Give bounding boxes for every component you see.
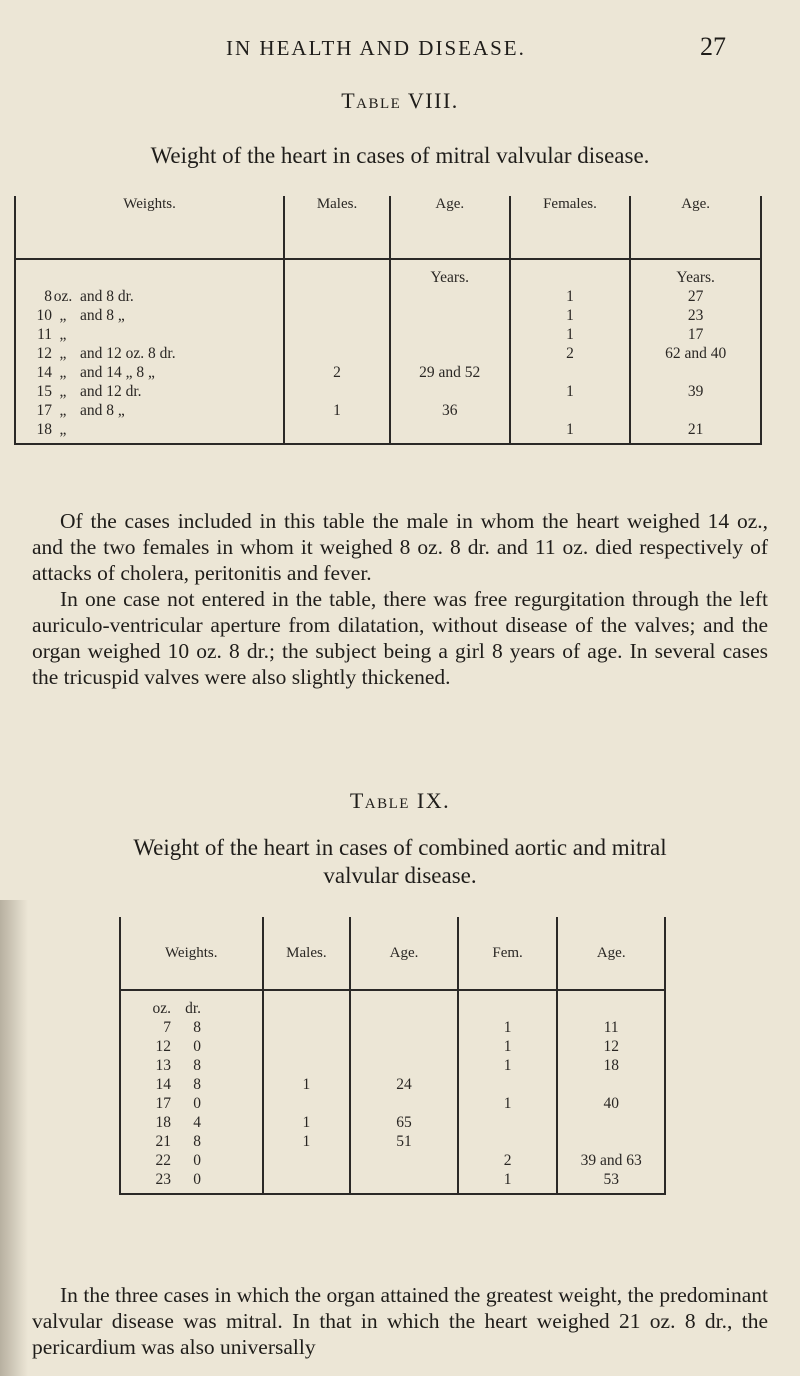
weight-cell xyxy=(15,382,284,401)
females-cell xyxy=(510,363,631,382)
page-number: 27 xyxy=(700,32,726,61)
weight-mark: „ xyxy=(59,307,67,324)
weight-mark: „ xyxy=(59,402,67,419)
table-row xyxy=(120,1037,665,1056)
table-row xyxy=(120,1113,665,1132)
page-gutter-shadow xyxy=(0,900,28,1376)
weight-oz: 23 xyxy=(155,1171,171,1188)
females-cell: 2 xyxy=(510,344,631,363)
male-age-unit: Years. xyxy=(390,259,510,287)
male-age-cell: 29 and 52 xyxy=(390,363,510,382)
weight-rest: and 8 dr. xyxy=(80,288,134,305)
paragraph: In one case not entered in the table, there was free regurgitation through the left auriculo-ventricular aperture from dilatation, without disease of the valves; and the organ weighed 10 oz. 8 dr.; the subject being a girl 8 years of age. In several cases the tricuspid valves were also slightly thickened. xyxy=(32,587,768,689)
fem-cell xyxy=(458,1075,558,1094)
weight-dr: 4 xyxy=(193,1114,201,1131)
table-row xyxy=(120,1018,665,1037)
males-cell xyxy=(284,382,390,401)
weight-cell xyxy=(15,325,284,344)
weight-oz: 11 xyxy=(37,326,52,343)
unit-dr: dr. xyxy=(185,1000,201,1017)
males-cell xyxy=(284,306,390,325)
male-age-cell xyxy=(350,1170,458,1194)
weight-cell xyxy=(15,420,284,444)
table-8-label: Table VIII. xyxy=(341,88,459,113)
table-9-header-row xyxy=(120,917,665,990)
weight-dr: 0 xyxy=(193,1095,201,1112)
weight-dr: 8 xyxy=(193,1076,201,1093)
header-fem-age: Age. xyxy=(557,917,665,990)
fem-cell: 1 xyxy=(458,1170,558,1194)
header-females: Females. xyxy=(510,196,631,259)
male-age-cell xyxy=(350,1056,458,1075)
females-cell: 1 xyxy=(510,306,631,325)
female-age-cell: 17 xyxy=(630,325,761,344)
weight-cell xyxy=(120,1037,263,1056)
male-age-cell: 51 xyxy=(350,1132,458,1151)
males-cell xyxy=(284,344,390,363)
table-row xyxy=(120,1151,665,1170)
weight-rest: and 12 dr. xyxy=(80,383,142,400)
weight-oz: 7 xyxy=(163,1019,171,1036)
running-head-title: IN HEALTH AND DISEASE. xyxy=(226,36,526,60)
weight-cell xyxy=(15,259,284,287)
weight-oz: 21 xyxy=(155,1133,171,1150)
fem-age-cell: 11 xyxy=(557,1018,665,1037)
weight-rest: and 14 „ 8 „ xyxy=(80,364,155,381)
fem-cell xyxy=(458,1132,558,1151)
header-male-age: Age. xyxy=(350,917,458,990)
weight-dr: 0 xyxy=(193,1152,201,1169)
weight-cell xyxy=(15,306,284,325)
weight-dr: 0 xyxy=(193,1038,201,1055)
males-cell xyxy=(284,325,390,344)
fem-age-cell xyxy=(557,1075,665,1094)
fem-cell: 1 xyxy=(458,1094,558,1113)
header-female-age: Age. xyxy=(630,196,761,259)
males-cell: 1 xyxy=(263,1113,351,1132)
weight-mark: „ xyxy=(59,383,67,400)
females-cell xyxy=(510,259,631,287)
weight-mark: oz. xyxy=(53,288,73,305)
empty-cell xyxy=(557,990,665,1018)
weight-oz: 22 xyxy=(155,1152,171,1169)
male-age-cell xyxy=(390,344,510,363)
males-cell xyxy=(263,1018,351,1037)
weight-oz: 10 xyxy=(36,307,52,324)
male-age-cell xyxy=(390,325,510,344)
males-cell xyxy=(284,420,390,444)
fem-age-cell: 39 and 63 xyxy=(557,1151,665,1170)
empty-cell xyxy=(458,990,558,1018)
weight-cell xyxy=(15,401,284,420)
weight-cell xyxy=(120,990,263,1018)
fem-cell: 1 xyxy=(458,1037,558,1056)
table-row xyxy=(15,287,761,306)
females-cell xyxy=(510,401,631,420)
male-age-cell xyxy=(350,1151,458,1170)
weight-oz: 12 xyxy=(155,1038,171,1055)
table-row xyxy=(120,1094,665,1113)
weight-oz: 18 xyxy=(36,421,52,438)
males-cell xyxy=(263,1094,351,1113)
weight-rest: and 8 „ xyxy=(80,402,125,419)
header-males: Males. xyxy=(284,196,390,259)
female-age-cell xyxy=(630,363,761,382)
table-row xyxy=(15,325,761,344)
female-age-cell: 21 xyxy=(630,420,761,444)
header-males: Males. xyxy=(263,917,351,990)
fem-age-cell: 40 xyxy=(557,1094,665,1113)
paragraph-block-1 xyxy=(32,508,768,690)
table-8 xyxy=(14,196,762,445)
fem-age-cell: 18 xyxy=(557,1056,665,1075)
table-9-label: Table IX. xyxy=(349,788,451,813)
females-cell: 1 xyxy=(510,420,631,444)
table-row xyxy=(15,306,761,325)
table-row xyxy=(15,420,761,444)
female-age-cell: 23 xyxy=(630,306,761,325)
weight-cell xyxy=(15,287,284,306)
weight-cell xyxy=(120,1113,263,1132)
paragraph: Of the cases included in this table the male in whom the heart weighed 14 oz., and the two females in whom it weighed 8 oz. 8 dr. and 11 oz. died respectively of attacks of cholera, peritonitis and fever. xyxy=(32,509,768,585)
weight-oz: 15 xyxy=(36,383,52,400)
fem-age-cell xyxy=(557,1132,665,1151)
male-age-cell xyxy=(390,382,510,401)
female-age-cell: 62 and 40 xyxy=(630,344,761,363)
header-weights: Weights. xyxy=(120,917,263,990)
table-row xyxy=(15,382,761,401)
table-row xyxy=(120,1170,665,1194)
weight-oz: 8 xyxy=(44,288,52,305)
weight-oz: 18 xyxy=(155,1114,171,1131)
male-age-cell xyxy=(390,306,510,325)
weight-oz: 14 xyxy=(36,364,52,381)
weight-oz: 14 xyxy=(155,1076,171,1093)
females-cell: 1 xyxy=(510,325,631,344)
male-age-cell: 24 xyxy=(350,1075,458,1094)
males-cell: 1 xyxy=(284,401,390,420)
weight-dr: 8 xyxy=(193,1019,201,1036)
weight-cell xyxy=(120,1018,263,1037)
female-age-cell: 27 xyxy=(630,287,761,306)
male-age-cell xyxy=(350,1018,458,1037)
table-9-caption-line-2: valvular disease. xyxy=(323,863,477,888)
empty-cell xyxy=(263,990,351,1018)
table-row xyxy=(120,1132,665,1151)
weight-cell xyxy=(120,1056,263,1075)
female-age-cell: 39 xyxy=(630,382,761,401)
male-age-cell xyxy=(350,1094,458,1113)
weight-oz: 13 xyxy=(155,1057,171,1074)
male-age-cell: 65 xyxy=(350,1113,458,1132)
weight-mark: „ xyxy=(59,326,67,343)
male-age-cell xyxy=(390,287,510,306)
males-cell xyxy=(284,259,390,287)
table-row xyxy=(15,363,761,382)
males-cell: 2 xyxy=(284,363,390,382)
males-cell xyxy=(263,1056,351,1075)
fem-cell xyxy=(458,1113,558,1132)
header-male-age: Age. xyxy=(390,196,510,259)
weight-rest: and 12 oz. 8 dr. xyxy=(80,345,176,362)
weight-cell xyxy=(120,1075,263,1094)
table-9 xyxy=(119,917,666,1195)
males-cell xyxy=(263,1037,351,1056)
table-8-units-row xyxy=(15,259,761,287)
table-8-caption: Weight of the heart in cases of mitral valvular disease. xyxy=(150,143,650,168)
weight-rest: and 8 „ xyxy=(80,307,125,324)
weight-mark: „ xyxy=(59,421,67,438)
females-cell: 1 xyxy=(510,287,631,306)
weight-dr: 8 xyxy=(193,1133,201,1150)
table-row xyxy=(120,1075,665,1094)
weight-oz: 12 xyxy=(36,345,52,362)
males-cell xyxy=(263,1170,351,1194)
header-weights: Weights. xyxy=(15,196,284,259)
header-fem: Fem. xyxy=(458,917,558,990)
males-cell xyxy=(263,1151,351,1170)
female-age-unit: Years. xyxy=(630,259,761,287)
weight-oz: 17 xyxy=(155,1095,171,1112)
weight-oz: 17 xyxy=(36,402,52,419)
table-row xyxy=(15,344,761,363)
males-cell xyxy=(284,287,390,306)
weight-mark: „ xyxy=(59,345,67,362)
table-9-caption-line-1: Weight of the heart in cases of combined aortic and mitral xyxy=(133,835,667,860)
weight-mark: „ xyxy=(59,364,67,381)
fem-age-cell xyxy=(557,1113,665,1132)
weight-dr: 8 xyxy=(193,1057,201,1074)
running-head xyxy=(0,32,800,66)
empty-cell xyxy=(350,990,458,1018)
male-age-cell xyxy=(350,1037,458,1056)
unit-oz: oz. xyxy=(152,1000,171,1017)
fem-cell: 1 xyxy=(458,1056,558,1075)
weight-cell xyxy=(15,363,284,382)
weight-cell xyxy=(120,1170,263,1194)
fem-cell: 1 xyxy=(458,1018,558,1037)
fem-cell: 2 xyxy=(458,1151,558,1170)
table-row xyxy=(15,401,761,420)
males-cell: 1 xyxy=(263,1132,351,1151)
females-cell: 1 xyxy=(510,382,631,401)
table-9-units-row xyxy=(120,990,665,1018)
fem-age-cell: 53 xyxy=(557,1170,665,1194)
male-age-cell: 36 xyxy=(390,401,510,420)
weight-cell xyxy=(120,1151,263,1170)
weight-cell xyxy=(120,1094,263,1113)
male-age-cell xyxy=(390,420,510,444)
weight-cell xyxy=(15,344,284,363)
female-age-cell xyxy=(630,401,761,420)
weight-cell xyxy=(120,1132,263,1151)
paragraph: In the three cases in which the organ attained the greatest weight, the predominant valvular disease was mitral. In that in which the heart weighed 21 oz. 8 dr., the pericardium was also universally xyxy=(32,1283,768,1359)
table-row xyxy=(120,1056,665,1075)
paragraph-block-2 xyxy=(32,1282,768,1360)
fem-age-cell: 12 xyxy=(557,1037,665,1056)
weight-dr: 0 xyxy=(193,1171,201,1188)
males-cell: 1 xyxy=(263,1075,351,1094)
table-8-header-row xyxy=(15,196,761,259)
